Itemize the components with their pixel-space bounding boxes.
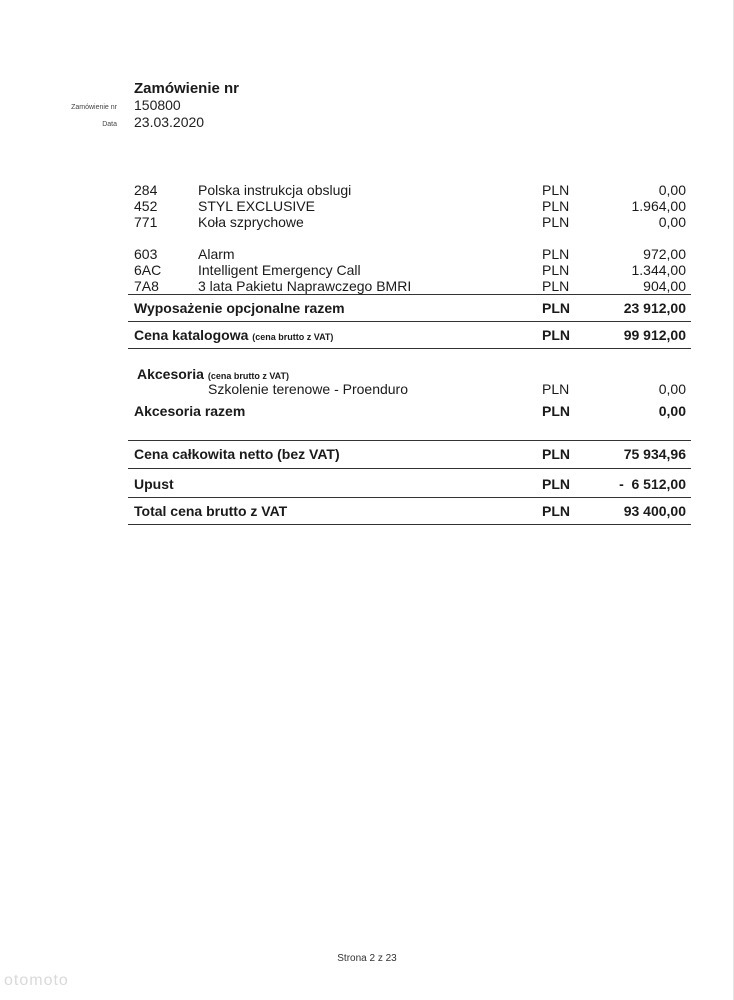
line-item [134,246,686,262]
order-number: 150800 [134,97,181,113]
watermark: otomoto [4,972,69,989]
item-description: 3 lata Pakietu Naprawczego BMRI [198,278,412,294]
item-code: 771 [134,214,158,230]
net-total-label: Cena całkowita netto (bez VAT) [134,446,340,462]
catalog-price-currency: PLN [542,327,570,343]
gross-total [134,502,686,520]
optional-total-currency: PLN [542,300,570,316]
item-currency: PLN [542,214,570,230]
item-amount: 972,00 [643,246,686,262]
accessory-amount: 0,00 [658,381,686,397]
divider [128,524,691,525]
item-description: Alarm [198,246,235,262]
divider [128,468,691,469]
item-code: 6AC [134,262,162,278]
gross-total-currency: PLN [542,503,570,519]
item-amount: 1.344,00 [631,262,686,278]
accessory-currency: PLN [542,381,570,397]
item-amount: 1.964,00 [631,198,686,214]
divider [128,440,691,441]
item-description: Intelligent Emergency Call [198,262,361,278]
order-title: Zamówienie nr [134,80,240,97]
item-amount: 0,00 [658,214,686,230]
accessories-total-label: Akcesoria razem [134,403,246,419]
page-number: Strona 2 z 23 [337,953,397,964]
item-currency: PLN [542,198,570,214]
line-item [134,182,686,198]
item-code: 452 [134,198,158,214]
item-code: 7A8 [134,278,159,294]
discount [134,475,686,493]
catalog-price [134,326,686,346]
line-item [134,198,686,214]
accessories-total [134,402,686,420]
order-date: 23.03.2020 [134,114,205,130]
optional-total-label: Wyposażenie opcjonalne razem [134,300,345,316]
discount-currency: PLN [542,476,570,492]
divider [128,497,691,498]
net-total-currency: PLN [542,446,570,462]
date-label: Data [102,121,117,128]
item-description: Polska instrukcja obslugi [198,182,352,198]
divider [128,321,691,322]
net-total [134,445,686,463]
accessory-item [134,381,686,397]
line-item [134,278,686,294]
item-description: STYL EXCLUSIVE [198,198,315,214]
catalog-price-label: Cena katalogowa [134,327,249,343]
accessory-description: Szkolenie terenowe - Proenduro [208,381,409,397]
accessories-heading [137,366,289,382]
accessories-title: Akcesoria [137,366,204,382]
discount-amount: - 6 512,00 [619,476,686,492]
discount-label: Upust [134,476,174,492]
net-total-amount: 75 934,96 [623,446,686,462]
accessories-total-currency: PLN [542,403,570,419]
accessories-total-amount: 0,00 [658,403,686,419]
item-description: Koła szprychowe [198,214,304,230]
gross-total-amount: 93 400,00 [623,503,686,519]
optional-total-amount: 23 912,00 [623,300,686,316]
item-code: 603 [134,246,158,262]
item-currency: PLN [542,246,570,262]
catalog-price-amount: 99 912,00 [623,327,686,343]
item-currency: PLN [542,182,570,198]
item-currency: PLN [542,262,570,278]
divider [128,294,691,295]
line-item [134,214,686,230]
item-amount: 0,00 [658,182,686,198]
accessories-note: (cena brutto z VAT) [207,371,289,381]
item-currency: PLN [542,278,570,294]
gross-total-label: Total cena brutto z VAT [134,503,288,519]
divider [128,348,691,349]
item-code: 284 [134,182,158,198]
catalog-price-note: (cena brutto z VAT) [252,332,334,342]
line-item [134,262,686,278]
optional-equipment-total [134,299,686,317]
order-number-label: Zamówienie nr [71,104,117,111]
item-amount: 904,00 [643,278,686,294]
